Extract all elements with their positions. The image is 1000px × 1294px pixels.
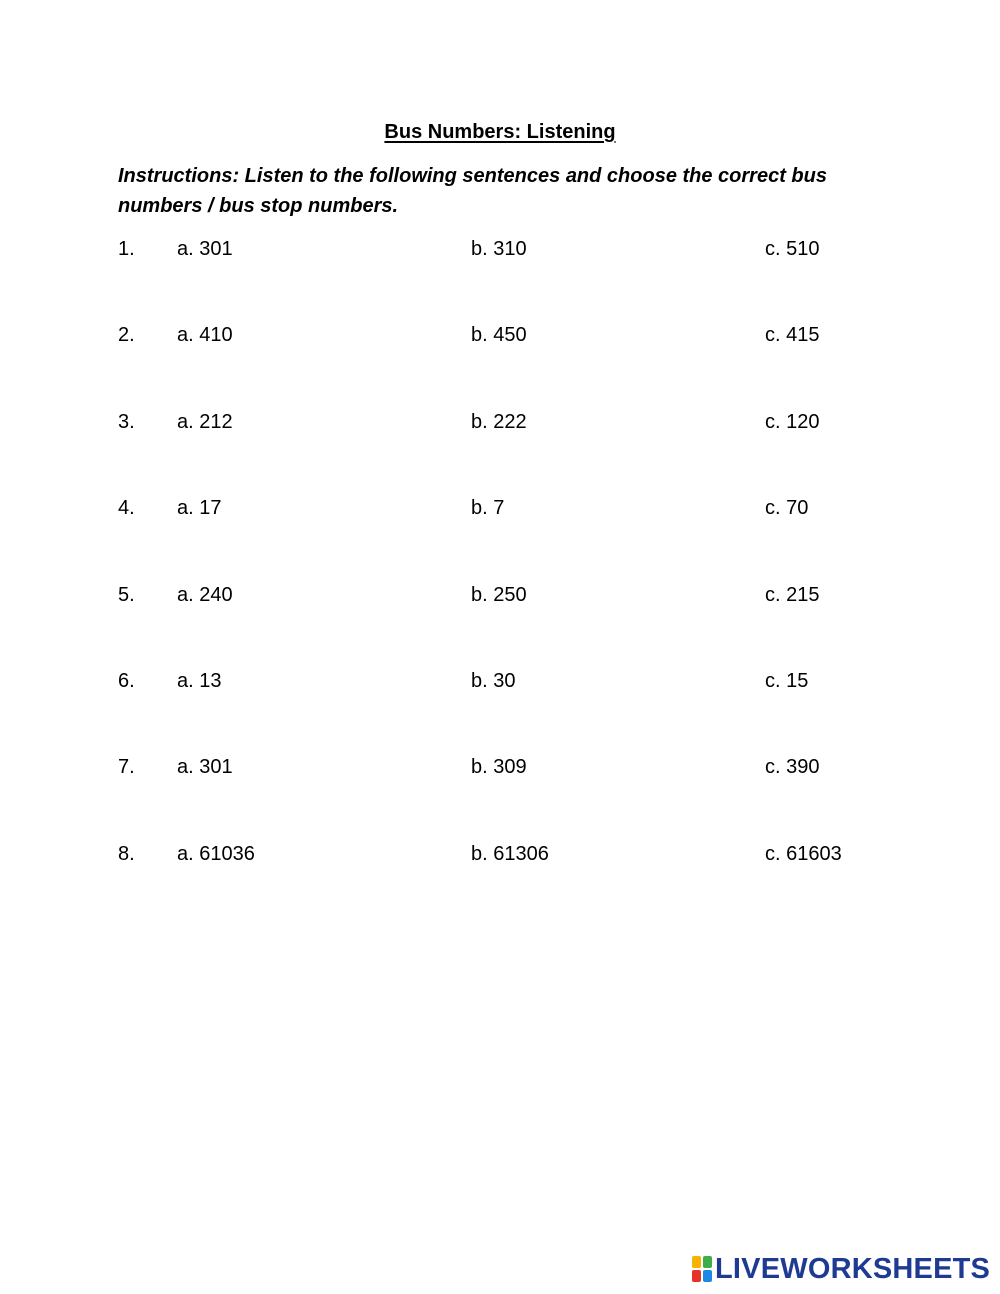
option-a[interactable]: a. 240 (177, 583, 233, 606)
logo-square-icon (703, 1270, 712, 1282)
option-c[interactable]: c. 120 (765, 410, 820, 433)
question-row (0, 321, 1000, 407)
option-a[interactable]: a. 61036 (177, 842, 255, 865)
question-number: 2. (118, 324, 135, 347)
option-b[interactable]: b. 310 (471, 238, 527, 260)
option-c[interactable]: c. 61603 (765, 842, 842, 865)
question-row (0, 235, 1000, 321)
option-a[interactable]: a. 17 (177, 497, 222, 520)
worksheet-title: Bus Numbers: Listening (384, 121, 616, 143)
option-c[interactable]: c. 390 (765, 756, 820, 779)
logo-square-icon (692, 1270, 701, 1282)
option-b[interactable]: b. 30 (471, 669, 516, 692)
liveworksheets-logo-icon (692, 1256, 712, 1282)
question-number: 8. (118, 842, 135, 865)
question-number: 5. (118, 583, 135, 606)
option-c[interactable]: c. 15 (765, 669, 809, 692)
question-number: 6. (118, 669, 135, 692)
question-row (0, 494, 1000, 580)
option-c[interactable]: c. 510 (765, 238, 820, 260)
question-row (0, 840, 1000, 926)
question-number: 7. (118, 756, 135, 779)
question-row (0, 667, 1000, 753)
question-row (0, 408, 1000, 494)
option-a[interactable]: a. 13 (177, 669, 222, 692)
option-c[interactable]: c. 415 (765, 324, 820, 347)
question-row (0, 753, 1000, 839)
option-a[interactable]: a. 212 (177, 410, 233, 433)
liveworksheets-logo (692, 1254, 990, 1284)
logo-square-icon (692, 1256, 701, 1268)
option-b[interactable]: b. 7 (471, 497, 505, 520)
option-b[interactable]: b. 222 (471, 410, 527, 433)
logo-wordmark: LIVEWORKSHEETS (715, 1253, 991, 1285)
question-number: 1. (118, 238, 135, 260)
instructions-text: Instructions: Listen to the following sentences and choose the correct bus numbers / bus stop numbers. (118, 165, 827, 217)
option-a[interactable]: a. 301 (177, 238, 233, 260)
option-a[interactable]: a. 410 (177, 324, 233, 347)
option-b[interactable]: b. 250 (471, 583, 527, 606)
question-row (0, 581, 1000, 667)
option-b[interactable]: b. 61306 (471, 842, 549, 865)
logo-square-icon (703, 1256, 712, 1268)
option-a[interactable]: a. 301 (177, 756, 233, 779)
option-c[interactable]: c. 215 (765, 583, 820, 606)
option-c[interactable]: c. 70 (765, 497, 809, 520)
question-number: 4. (118, 497, 135, 520)
question-list (0, 235, 1000, 926)
option-b[interactable]: b. 309 (471, 756, 527, 779)
option-b[interactable]: b. 450 (471, 324, 527, 347)
question-number: 3. (118, 410, 135, 433)
